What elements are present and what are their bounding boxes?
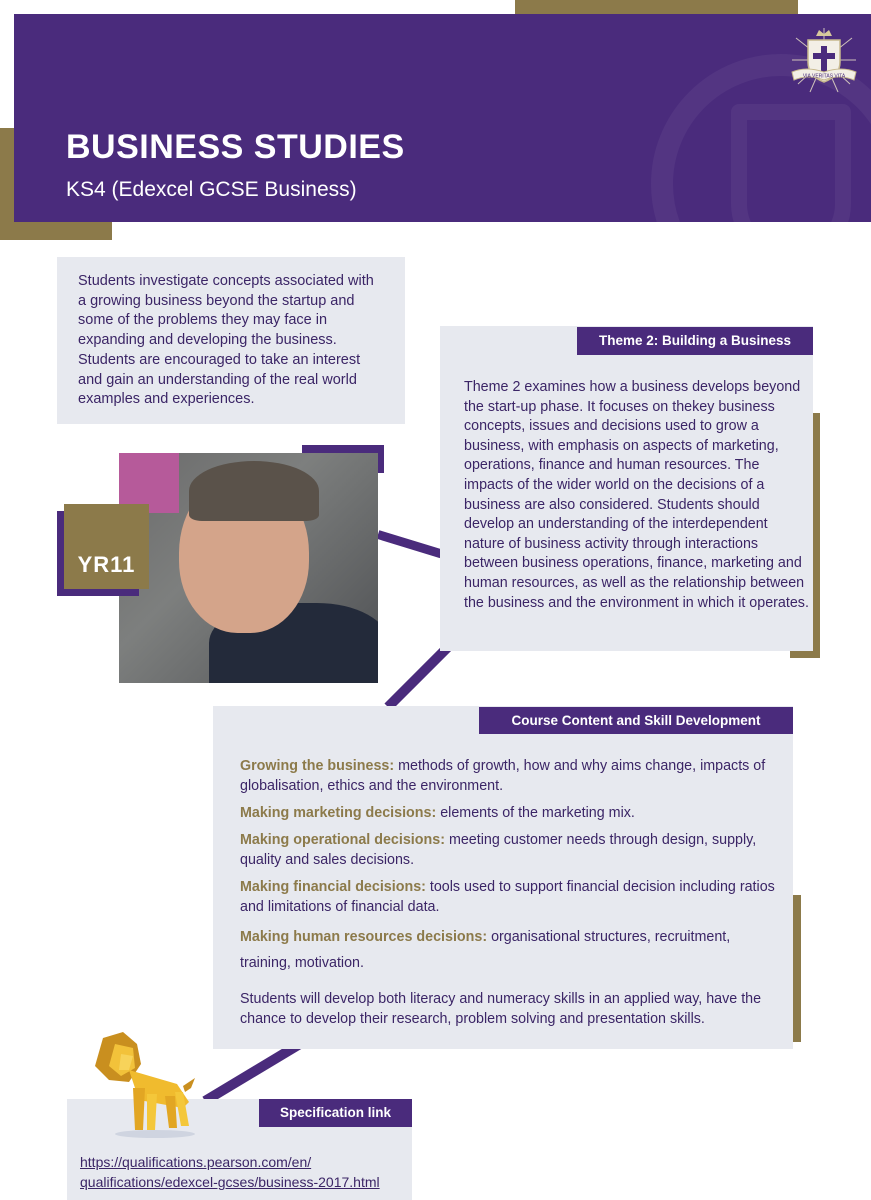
theme-text: Theme 2 examines how a business develops beyond the start-up phase. It focuses on thekey business concepts, issues and decisions used to grow a business, with emphasis on aspects of marketing, operations, finance and human resources. The impacts of the wider world on the decisions of a business are also considered. Students should develop an understanding of the interdependent nature of business activity through interactions between business operations, finance, marketing and human resources, as well as the relationship between the business and the environment in which it operates. bbox=[464, 379, 809, 611]
course-item-heading: Making human resources decisions: bbox=[240, 929, 488, 945]
course-item-heading: Making operational decisions: bbox=[240, 832, 445, 848]
specification-link-line2: qualifications/edexcel-gcses/business-2017.html bbox=[80, 1174, 380, 1190]
intro-text: Students investigate concepts associated with a growing business beyond the startup and some of the problems they may face in expanding and developing the business. Students are encouraged to take an interest and gain an understanding of the real world examples and experiences. bbox=[78, 273, 374, 408]
course-tag: Course Content and Skill Development bbox=[479, 707, 793, 734]
course-item-text: elements of the marketing mix. bbox=[436, 805, 635, 821]
course-item-text: methods of growth, how and why aims change, impacts of globalisation, ethics and the environment. bbox=[240, 758, 766, 794]
course-item-text: organisational structures, recruitment, training, motivation. bbox=[240, 929, 731, 971]
course-item-text: meeting customer needs through design, supply, quality and sales decisions. bbox=[240, 832, 757, 868]
course-gold-accent bbox=[793, 895, 801, 1042]
theme-tag: Theme 2: Building a Business bbox=[577, 327, 813, 355]
school-crest-icon bbox=[788, 24, 860, 96]
intro-panel bbox=[57, 257, 405, 424]
connector-line-photo-theme bbox=[377, 530, 443, 558]
course-item bbox=[240, 877, 780, 917]
shield-watermark bbox=[731, 104, 851, 222]
course-item bbox=[240, 924, 780, 976]
course-content-list bbox=[240, 756, 780, 983]
course-item-heading: Making financial decisions: bbox=[240, 879, 426, 895]
specification-tag: Specification link bbox=[259, 1099, 412, 1127]
gold-accent-bar-top bbox=[515, 0, 798, 14]
year-badge-label: YR11 bbox=[77, 552, 136, 577]
teacher-photo bbox=[119, 453, 378, 683]
course-item-heading: Growing the business: bbox=[240, 758, 395, 774]
page-subtitle: KS4 (Edexcel GCSE Business) bbox=[66, 178, 357, 201]
header-banner bbox=[14, 14, 871, 222]
page-title: BUSINESS STUDIES bbox=[66, 128, 405, 166]
crest-motto: VIA VERITAS VITA bbox=[802, 73, 846, 80]
specification-link[interactable] bbox=[80, 1152, 410, 1192]
course-item bbox=[240, 803, 780, 823]
course-closing-text: Students will develop both literacy and numeracy skills in an applied way, have the chance to develop their research, problem solving and presentation skills. bbox=[240, 991, 762, 1027]
course-item bbox=[240, 756, 780, 796]
course-item-heading: Making marketing decisions: bbox=[240, 805, 437, 821]
course-item-text: tools used to support financial decision including ratios and limitations of financial data. bbox=[240, 879, 775, 915]
course-item bbox=[240, 830, 780, 870]
specification-link-line1: https://qualifications.pearson.com/en/ bbox=[80, 1154, 312, 1170]
origami-lion-icon bbox=[85, 1030, 197, 1140]
